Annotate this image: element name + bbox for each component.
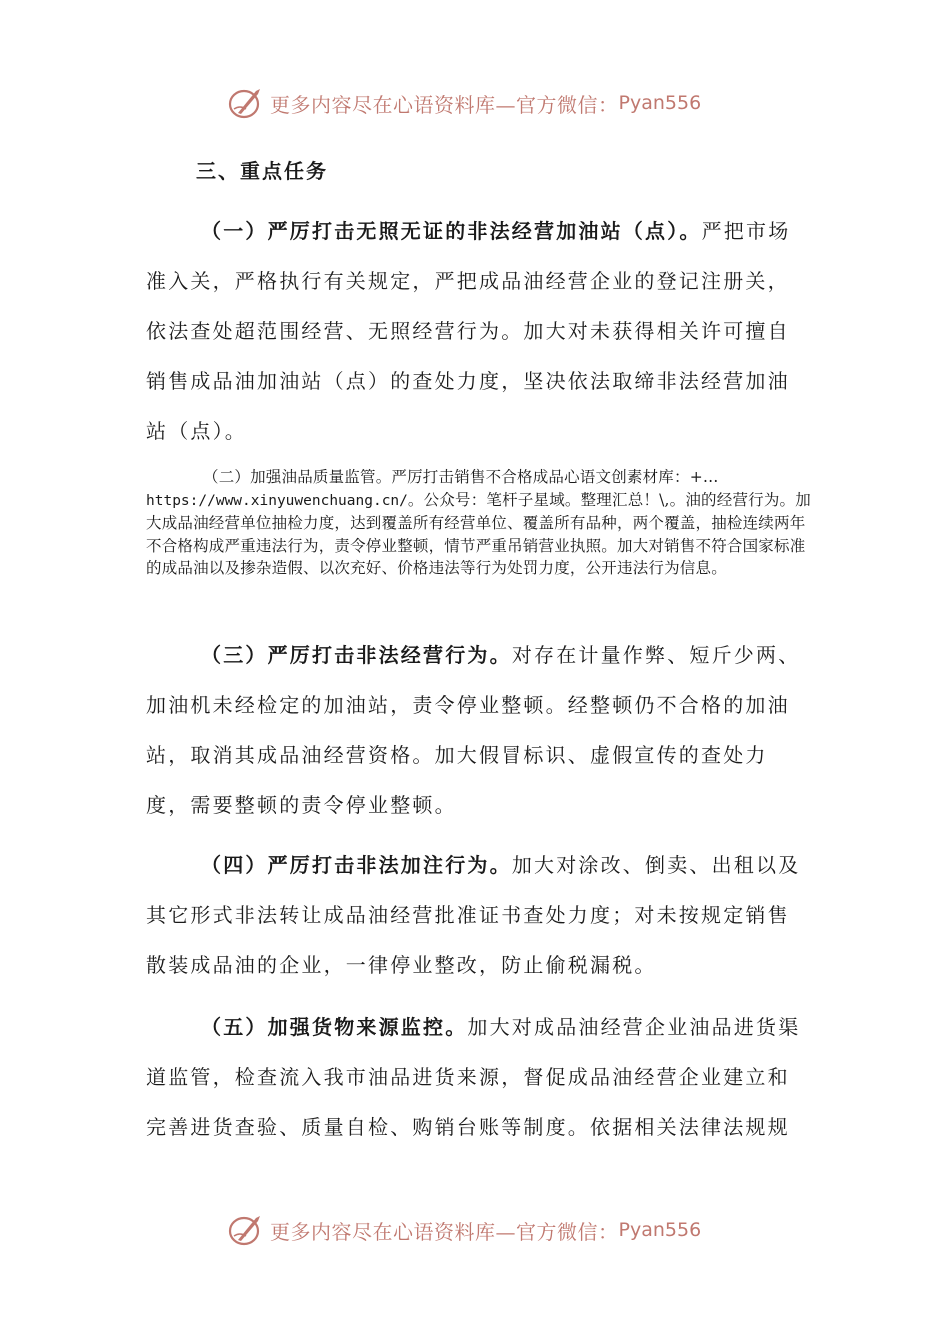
header-watermark-banner [226,83,746,123]
footer-watermark-banner [226,1210,746,1250]
paragraph-heading: （五）加强货物来源监控。 [201,1015,468,1039]
inserted-text-part2: 。公众号：笔杆子星域。整理汇总！\,。油的经营行为。加大成品油经营单位抽检力度，达到覆盖所有经营单位、覆盖所有品种，两个覆盖，抽检连续两年不合格构成严重违法行为，责令停业整顿，情节严重吊销营业执照。加大对销售不符合国家标准的成品油以及掺杂造假、以次充好、价格违法等行为处罚力度，公开违法行为信息。 [146,490,811,577]
paragraph-heading: （四）严厉打击非法加注行为。 [201,853,512,877]
inserted-text-part1: （二）加强油品质量监管。严厉打击销售不合格成品心语文创素材库：+… [203,468,719,486]
quill-logo-icon [226,83,266,123]
paragraph-body: 对存在计量作弊、短斤少两、加油机未经检定的加油站，责令停业整顿。经整顿仍不合格的加油站，取消其成品油经营资格。加大假冒标识、虚假宣传的查处力度，需要整顿的责令停业整顿。 [146,643,801,817]
paragraph-heading: （一）严厉打击无照无证的非法经营加油站（点）。 [201,219,702,243]
inserted-paragraph-2 [146,466,816,580]
paragraph-5 [146,1002,806,1152]
paragraph-body: 加大对成品油经营企业油品进货渠道监管，检查流入我市油品进货来源，督促成品油经营企业建立和完善进货查验、质量自检、购销台账等制度。依据相关法律法规规 [146,1015,801,1139]
paragraph-body: 严把市场准入关，严格执行有关规定，严把成品油经营企业的登记注册关，依法查处超范围经营、无照经营行为。加大对未获得相关许可擅自销售成品油加油站（点）的查处力度，坚决依法取缔非法经营加油站（点）。 [146,219,791,443]
banner-wechat-id: Pyan556 [618,1219,702,1241]
section-title: 三、重点任务 [196,159,328,183]
paragraph-4 [146,840,806,990]
paragraph-3 [146,630,806,830]
banner-wechat-id: Pyan556 [618,92,702,114]
paragraph-1 [146,206,806,456]
paragraph-heading: （三）严厉打击非法经营行为。 [201,643,512,667]
banner-text: 更多内容尽在心语资料库—官方微信： [270,1219,619,1244]
quill-logo-icon [226,1210,266,1250]
paragraph-body: 加大对涂改、倒卖、出租以及其它形式非法转让成品油经营批准证书查处力度；对未按规定销售散装成品油的企业，一律停业整改，防止偷税漏税。 [146,853,801,977]
banner-text: 更多内容尽在心语资料库—官方微信： [270,92,619,117]
inserted-url: https://www.xinyuwenchuang.cn/ [146,492,408,509]
